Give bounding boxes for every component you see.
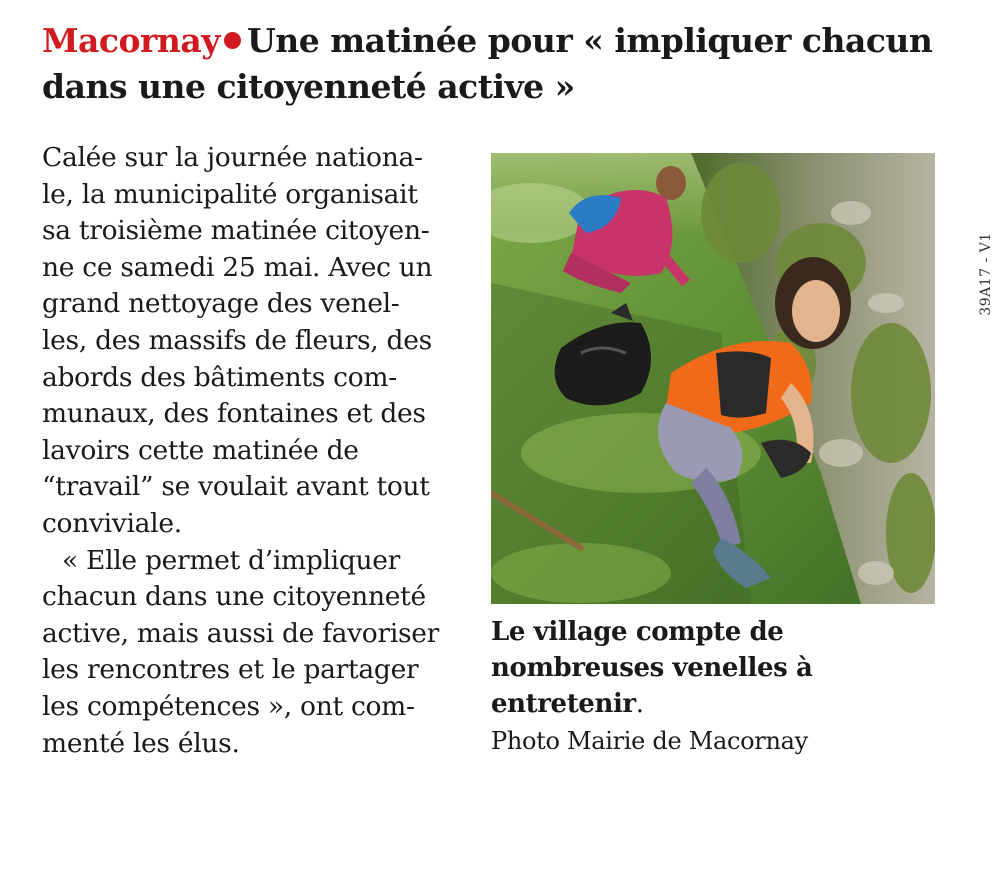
body-line: « Elle permet d’impliquer bbox=[62, 544, 401, 576]
headline-title-line-2: dans une citoyenneté active » bbox=[42, 67, 575, 106]
body-line: le, la municipalité organisait bbox=[42, 178, 418, 210]
headline-title-line-1: Une matinée pour « impliquer chacun bbox=[246, 21, 933, 60]
body-line: les compétences », ont com- bbox=[42, 690, 415, 722]
article-headline bbox=[42, 18, 952, 110]
caption-period: . bbox=[635, 689, 644, 719]
photo-caption bbox=[491, 614, 931, 758]
body-line: grand nettoyage des venel- bbox=[42, 288, 400, 320]
article-body bbox=[42, 140, 482, 762]
body-line: “travail” se voulait avant tout bbox=[42, 471, 430, 503]
caption-line: nombreuses venelles à bbox=[491, 653, 813, 683]
kicker-bullet-icon bbox=[224, 32, 241, 49]
body-line: Calée sur la journée nationa- bbox=[42, 142, 423, 173]
caption-line: entretenir bbox=[491, 689, 636, 719]
body-line: menté les élus. bbox=[42, 727, 240, 759]
body-line: conviviale. bbox=[42, 507, 182, 539]
caption-line-last bbox=[491, 686, 931, 722]
body-line: chacun dans une citoyenneté bbox=[42, 581, 426, 613]
body-line: munaux, des fontaines et des bbox=[42, 398, 426, 430]
body-line: sa troisième matinée citoyen- bbox=[42, 215, 430, 247]
body-line: lavoirs cette matinée de bbox=[42, 434, 359, 466]
photo-credit: Photo Mairie de Macornay bbox=[491, 727, 808, 755]
body-line: abords des bâtiments com- bbox=[42, 361, 397, 393]
body-line: active, mais aussi de favoriser bbox=[42, 617, 440, 649]
body-line: ne ce samedi 25 mai. Avec un bbox=[42, 251, 433, 283]
body-line: les rencontres et le partager bbox=[42, 654, 419, 686]
caption-text bbox=[491, 614, 931, 722]
headline-kicker: Macornay bbox=[42, 21, 220, 60]
body-line: les, des massifs de fleurs, des bbox=[42, 324, 432, 356]
page-code: 39A17 - V1 bbox=[978, 232, 994, 316]
article-photo bbox=[491, 153, 935, 604]
volunteers-cleaning-photo bbox=[491, 153, 935, 604]
caption-line: Le village compte de bbox=[491, 617, 784, 647]
